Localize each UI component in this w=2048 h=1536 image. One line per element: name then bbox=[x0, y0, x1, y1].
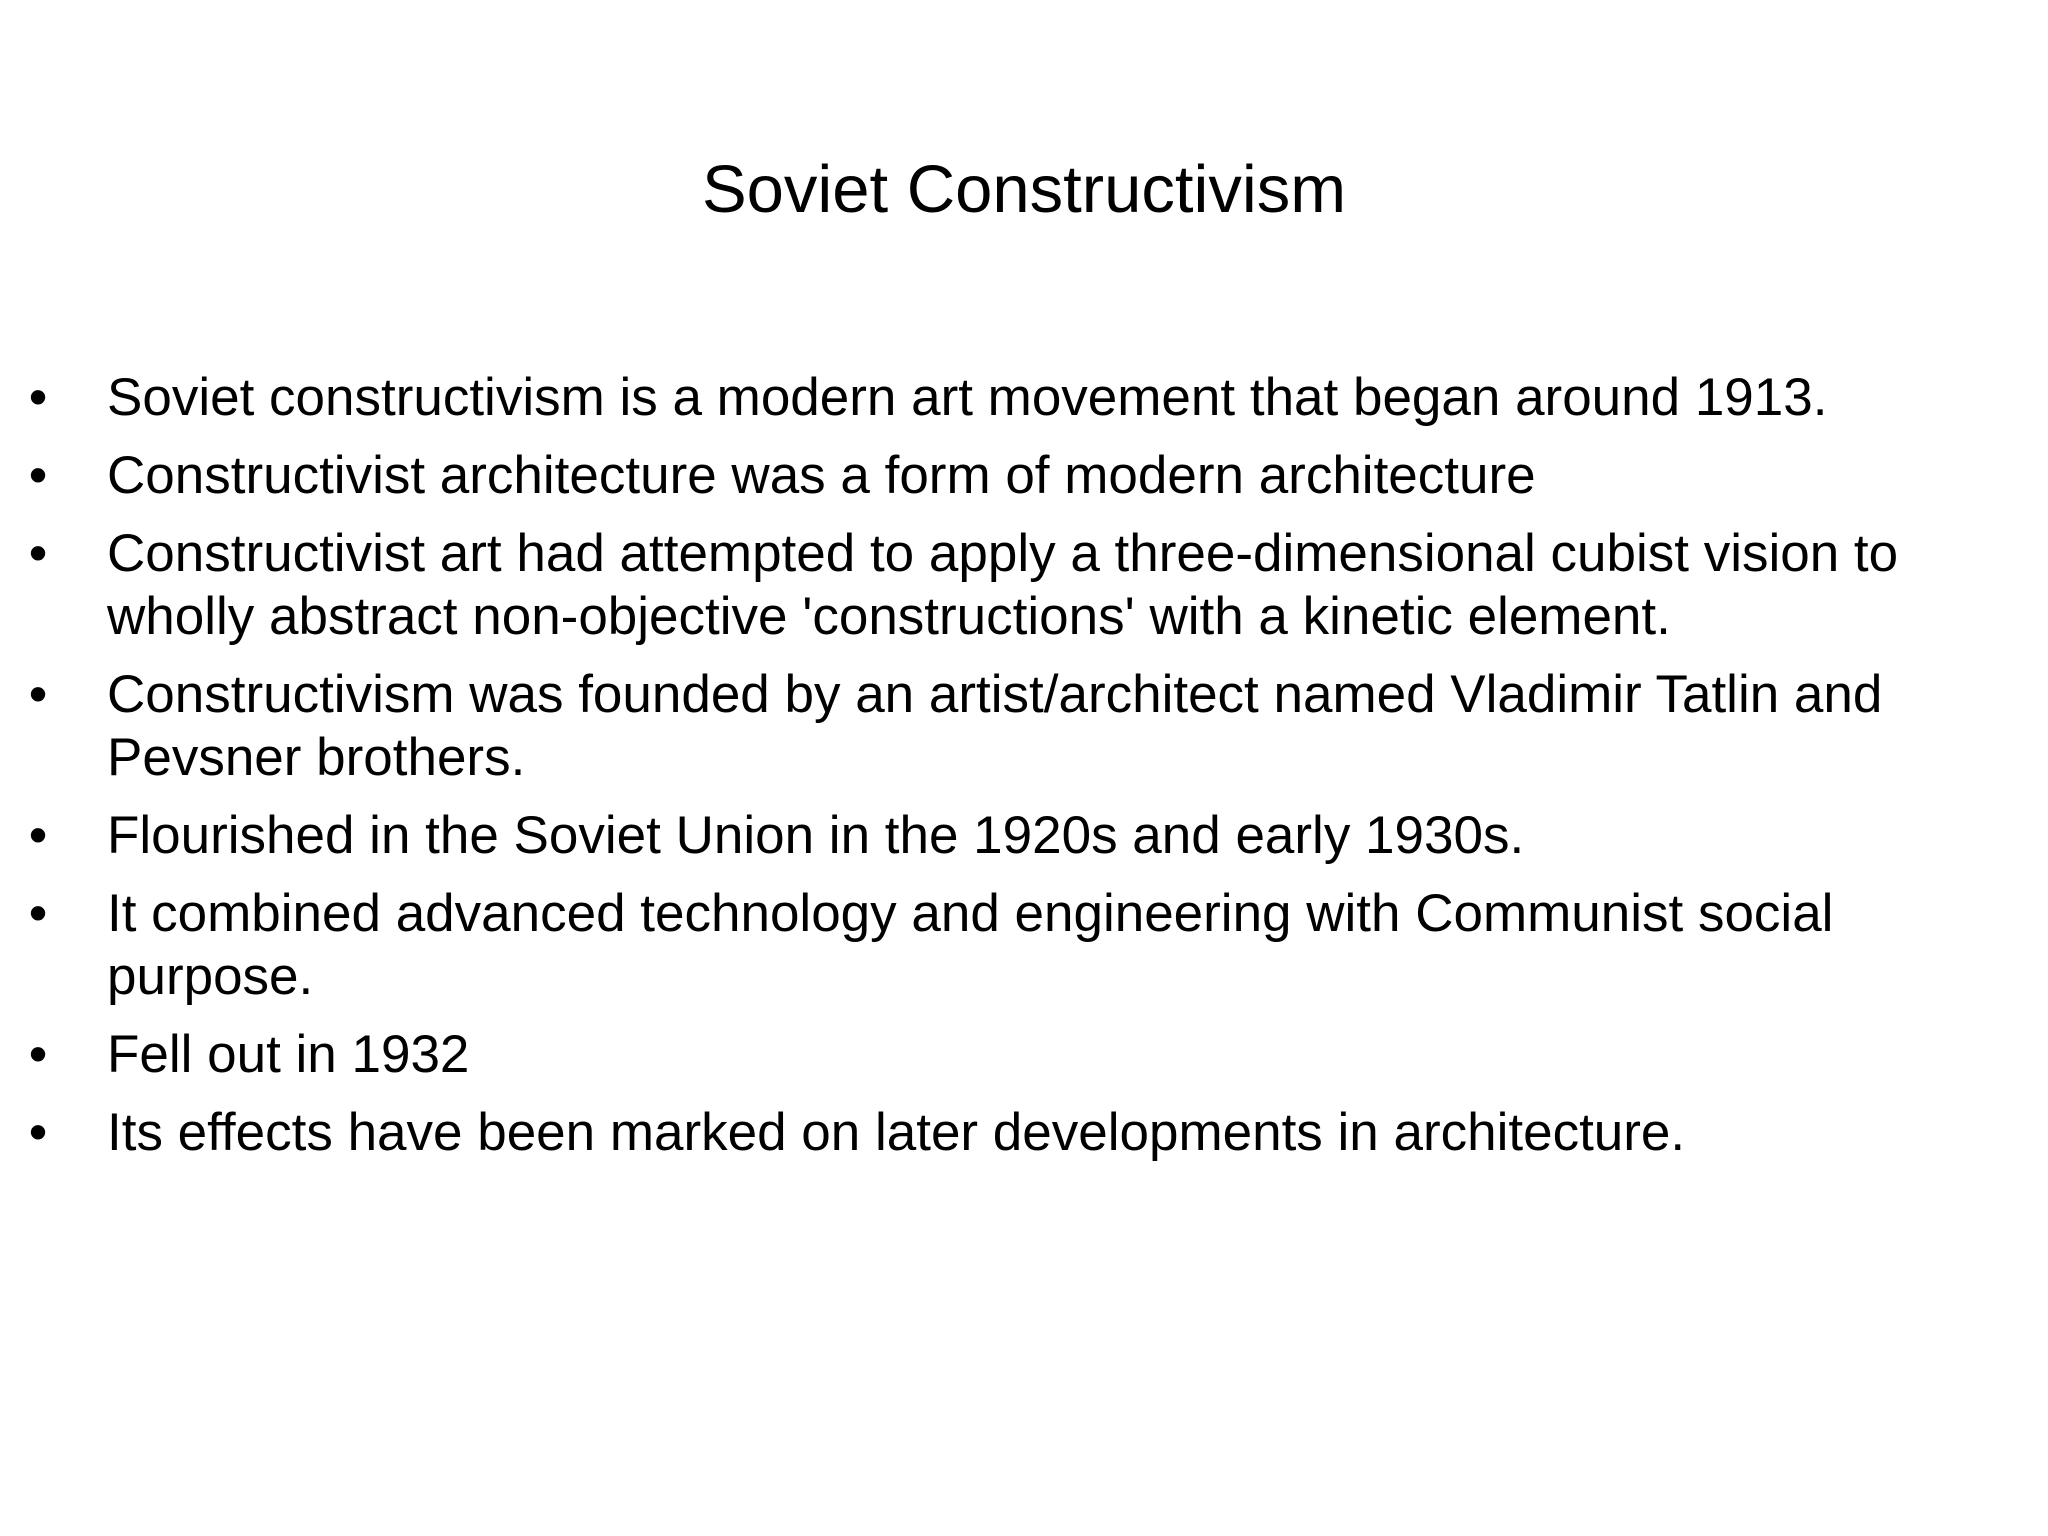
bullet-text: Constructivist architecture was a form of modern architecture bbox=[107, 446, 1536, 505]
bullet-item bbox=[0, 663, 2040, 789]
bullet-item bbox=[0, 1101, 2040, 1164]
bullet-text: Soviet constructivism is a modern art movement that began around 1913. bbox=[107, 368, 1828, 427]
bullet-dot-icon: • bbox=[28, 524, 48, 583]
slide-title: Soviet Constructivism bbox=[701, 152, 1347, 227]
bullet-list bbox=[0, 366, 2040, 1179]
bullet-dot-icon: • bbox=[28, 1103, 48, 1162]
bullet-dot-icon: • bbox=[28, 806, 48, 865]
bullet-text: Constructivism was founded by an artist/architect named Vladimir Tatlin and Pevsner brothers. bbox=[107, 665, 1883, 787]
bullet-dot-icon: • bbox=[28, 446, 48, 505]
bullet-item bbox=[0, 804, 2040, 867]
bullet-dot-icon: • bbox=[28, 1025, 48, 1084]
bullet-item bbox=[0, 366, 2040, 429]
bullet-item bbox=[0, 1023, 2040, 1086]
bullet-dot-icon: • bbox=[28, 665, 48, 724]
bullet-item bbox=[0, 522, 2040, 648]
bullet-text: Constructivist art had attempted to apply a three-dimensional cubist vision to wholly abstract non-objective 'constructions' with a kinetic element. bbox=[107, 524, 1899, 646]
bullet-text: Flourished in the Soviet Union in the 1920s and early 1930s. bbox=[107, 806, 1525, 865]
bullet-dot-icon: • bbox=[28, 884, 48, 943]
bullet-item bbox=[0, 882, 2040, 1008]
bullet-text: It combined advanced technology and engineering with Communist social purpose. bbox=[107, 884, 1834, 1006]
bullet-text: Its effects have been marked on later developments in architecture. bbox=[107, 1103, 1686, 1162]
bullet-text: Fell out in 1932 bbox=[107, 1025, 470, 1084]
bullet-item bbox=[0, 444, 2040, 507]
bullet-dot-icon: • bbox=[28, 368, 48, 427]
